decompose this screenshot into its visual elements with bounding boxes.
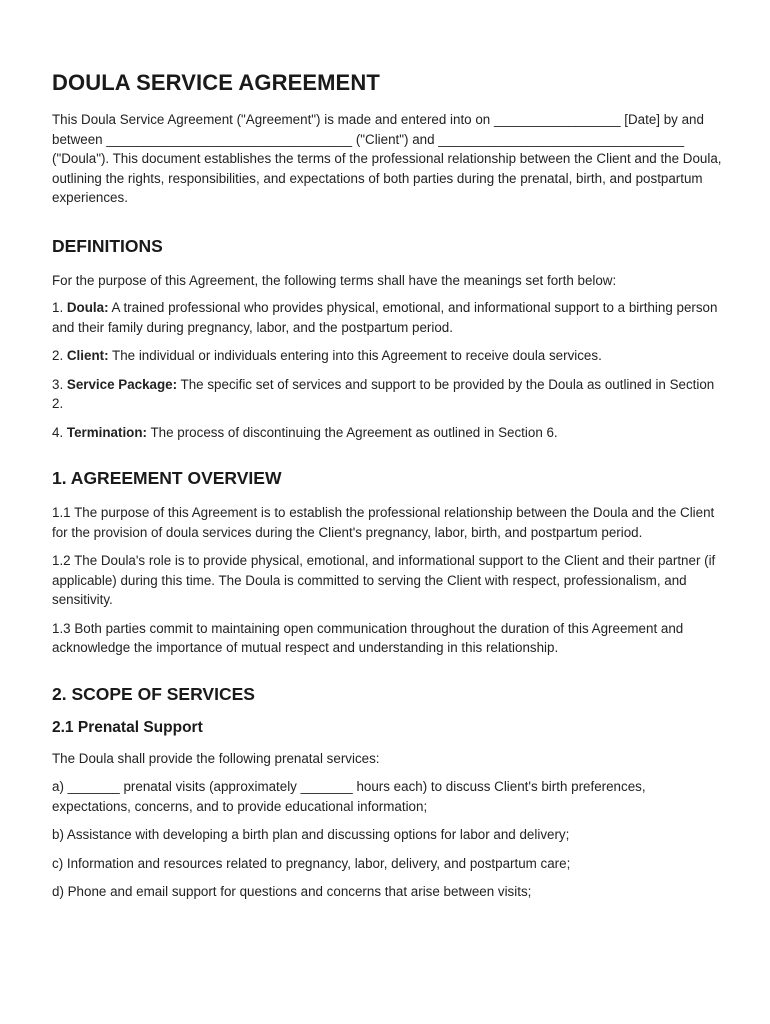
document-title: DOULA SERVICE AGREEMENT xyxy=(52,70,380,95)
prenatal-lead: The Doula shall provide the following prenatal services: xyxy=(52,750,380,766)
definition-item xyxy=(52,423,726,443)
definition-number: 4. xyxy=(52,424,67,440)
overview-paragraph-3: 1.3 Both parties commit to maintaining open communication throughout the duration of this Agreement and acknowledge the importance of mutual respect and understanding in this relationship. xyxy=(52,620,684,655)
definition-term: Client: xyxy=(66,348,109,363)
definition-text: A trained professional who provides physical, emotional, and informational support to a birthing person and their family during pregnancy, labor, and the postpartum period. xyxy=(52,300,718,335)
definition-number: 3. xyxy=(52,376,67,392)
definition-term: Termination: xyxy=(66,424,147,440)
definition-term: Service Package: xyxy=(66,376,178,392)
prenatal-subheading: 2.1 Prenatal Support xyxy=(52,718,203,736)
overview-paragraph-2: 1.2 The Doula's role is to provide physical, emotional, and informational support to the Client and their partner (if applicable) during this time. The Doula is committed to serving the Client with respect, professionalism, and sensitivity. xyxy=(52,553,716,607)
scope-heading: 2. SCOPE OF SERVICES xyxy=(52,683,255,704)
definition-text: The process of discontinuing the Agreement as outlined in Section 6. xyxy=(147,424,558,440)
definition-item xyxy=(52,346,726,366)
definition-number: 1. xyxy=(52,300,67,315)
prenatal-item-d: d) Phone and email support for questions and concerns that arise between visits; xyxy=(52,884,532,899)
definitions-heading: DEFINITIONS xyxy=(52,235,163,256)
intro-paragraph: This Doula Service Agreement ("Agreement") is made and entered into on _________________ [Date] by and between _________________________________ ("Client") and _________________________________ ("Doula"). This document establishes the terms of the professional relationship between the Client and the Doula, outlining the rights, responsibilities, and expectations of both parties during the prenatal, birth, and postpartum experiences. xyxy=(52,112,722,205)
prenatal-item-b: b) Assistance with developing a birth plan and discussing options for labor and delivery; xyxy=(52,827,570,842)
definition-item xyxy=(52,375,726,414)
definition-text: The specific set of services and support to be provided by the Doula as outlined in Section 2. xyxy=(52,376,715,411)
definition-item xyxy=(52,298,726,337)
definition-term: Doula: xyxy=(66,300,109,315)
definitions-lead: For the purpose of this Agreement, the following terms shall have the meanings set forth below: xyxy=(52,272,617,288)
prenatal-item-c: c) Information and resources related to pregnancy, labor, delivery, and postpartum care; xyxy=(52,855,571,871)
definition-text: The individual or individuals entering into this Agreement to receive doula services. xyxy=(108,348,602,363)
overview-heading: 1. AGREEMENT OVERVIEW xyxy=(52,468,282,488)
definition-number: 2. xyxy=(52,348,67,363)
prenatal-item-a: a) _______ prenatal visits (approximately _______ hours each) to discuss Client's birth preferences, expectations, concerns, and to provide educational information; xyxy=(52,779,646,814)
overview-paragraph-1: 1.1 The purpose of this Agreement is to establish the professional relationship between the Doula and the Client for the provision of doula services during the Client's pregnancy, labor, birth, and postpartum period. xyxy=(52,505,715,540)
